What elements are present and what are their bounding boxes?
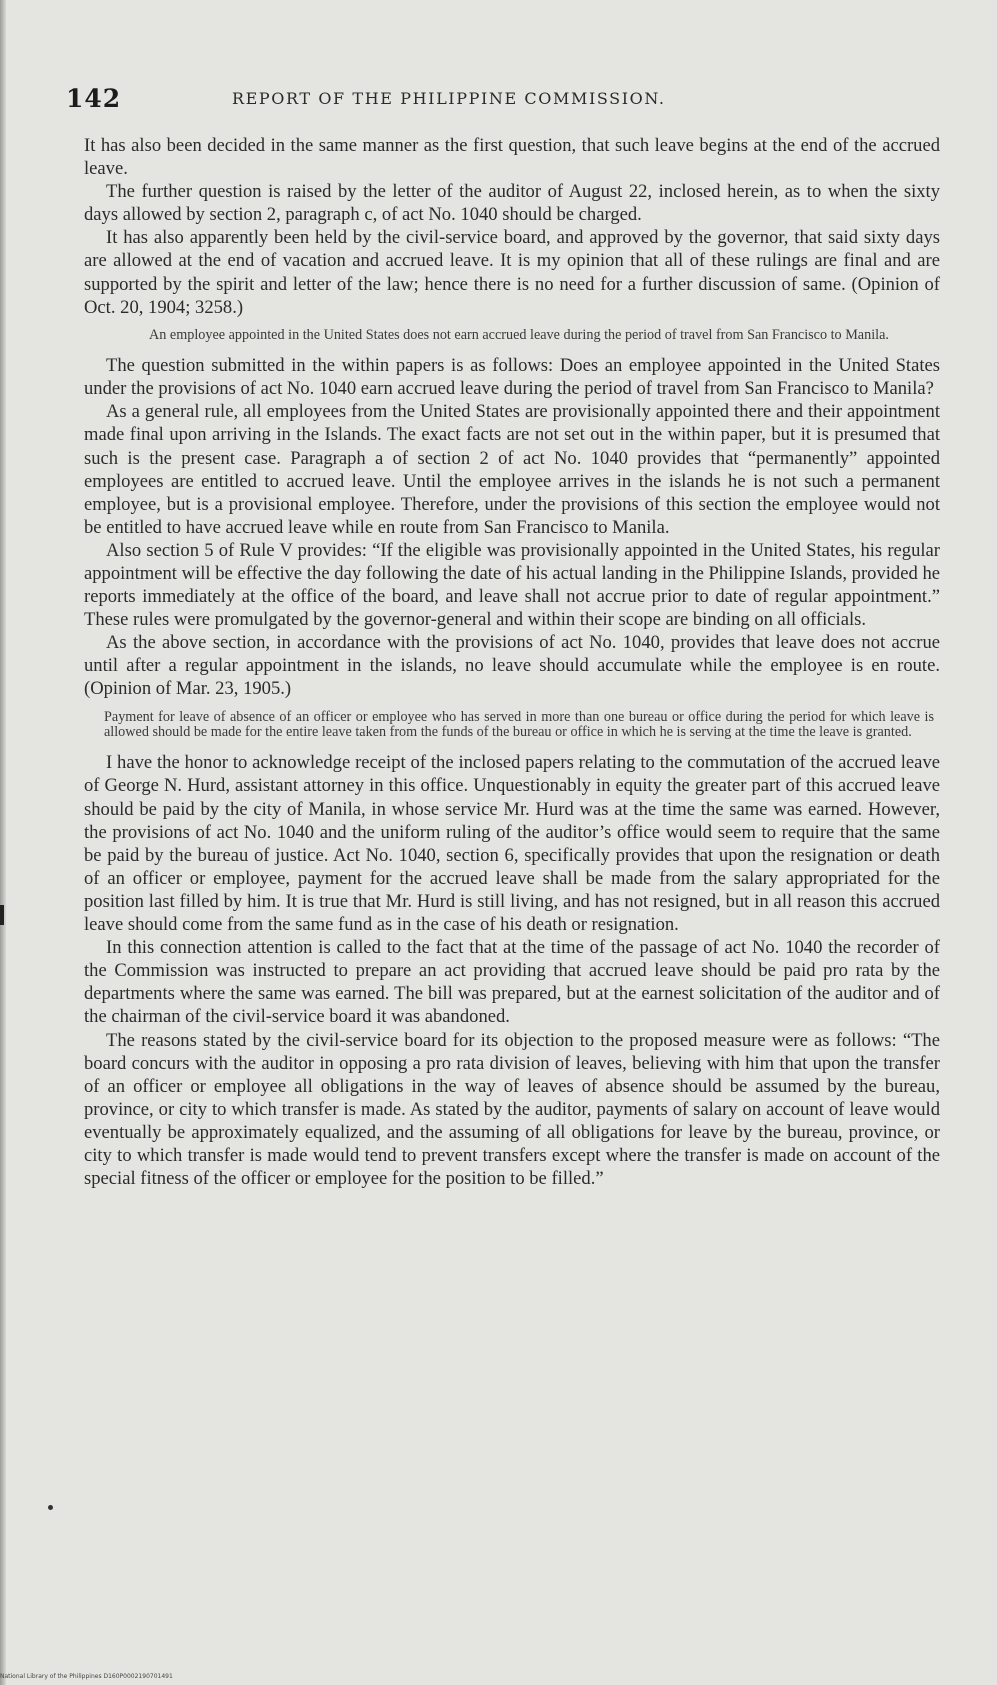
paragraph: It has also been decided in the same manner as the first question, that such leave begins at the end of the accrued leave.	[84, 135, 940, 180]
running-head: REPORT OF THE PHILIPPINE COMMISSION.	[232, 89, 666, 108]
paragraph: As a general rule, all employees from the United States are provisionally appointed there and their appointment made final upon arriving in the Islands. The exact facts are not set out in the within paper, but it is presumed that such is the present case. Paragraph a of section 2 of act No. 1040 provides that “permanently” appointed employees are entitled to accrued leave. Until the employee arrives in the islands he is not such a permanent employee, but is a provisional employee. Therefore, under the provisions of this section the employee would not be entitled to have accrued leave while en route from San Francisco to Manila.	[84, 401, 940, 538]
page-number: 142	[66, 84, 122, 113]
paragraph: In this connection attention is called to the fact that at the time of the passage of act No. 1040 the recorder of the Commission was instructed to prepare an act providing that accrued leave should be paid pro rata by the departments where the same was earned. The bill was prepared, but at the earnest solicitation of the auditor and of the chairman of the civil-service board it was abandoned.	[84, 937, 940, 1028]
section-rubric: Payment for leave of absence of an officer or employee who has served in more than one bureau or office during the period for which leave is allowed should be made for the entire leave taken from the funds of the bureau or office in which he is serving at the time the leave is granted.	[104, 708, 934, 740]
margin-mark	[0, 905, 4, 925]
paragraph: Also section 5 of Rule V provides: “If the eligible was provisionally appointed in the United States, his regular appointment will be effective the day following the date of his actual landing in the Philippine Islands, provided he reports immediately at the office of the board, and leave shall not accrue prior to date of regular appointment.” These rules were promulgated by the governor-general and within their scope are binding on all officials.	[84, 539, 940, 631]
scan-edge-shadow	[0, 0, 6, 1685]
paragraph: I have the honor to acknowledge receipt of the inclosed papers relating to the commutation of the accrued leave of George N. Hurd, assistant attorney in this office. Unquestionably in equity the greater part of this accrued leave should be paid by the city of Manila, in whose service Mr. Hurd was at the time the same was earned. However, the provisions of act No. 1040 and the uniform ruling of the auditor’s office would seem to require that the same be paid by the bureau of justice. Act No. 1040, section 6, specifically provides that upon the resignation or death of an officer or employee, payment for the accrued leave shall be made from the salary appropriated for the position last filled by him. It is true that Mr. Hurd is still living, and has not resigned, but in all reason this accrued leave should come from the same fund as in the case of his death or resignation.	[84, 752, 940, 936]
paragraph: The further question is raised by the letter of the auditor of August 22, inclosed herein, as to when the sixty days allowed by section 2, paragraph c, of act No. 1040 should be charged.	[84, 181, 940, 226]
paragraph: The reasons stated by the civil-service board for its objection to the proposed measure were as follows: “The board concurs with the auditor in opposing a pro rata division of leaves, believing with him that upon the transfer of an officer or employee all obligations in the way of leaves of absence should be assumed by the bureau, province, or city to which transfer is made. As stated by the auditor, payments of salary on account of leave would eventually be approximately equalized, and the assuming of all obligations for leave by the bureau, province, or city to which transfer is made would tend to prevent transfers except where the transfer is made on account of the special fitness of the officer or employee for the position to be filled.”	[84, 1029, 940, 1190]
page-body	[84, 134, 940, 1190]
paragraph: As the above section, in accordance with the provisions of act No. 1040, provides that leave does not accrue until after a regular appointment in the islands, no leave should accumulate while the employee is en route. (Opinion of Mar. 23, 1905.)	[84, 632, 940, 700]
section-rubric: An employee appointed in the United States does not earn accrued leave during the period of travel from San Francisco to Manila.	[149, 326, 889, 343]
library-footer: National Library of the Philippines D160P0002190701491	[0, 1673, 173, 1680]
paragraph: It has also apparently been held by the civil-service board, and approved by the governor, that said sixty days are allowed at the end of vacation and accrued leave. It is my opinion that all of these rulings are final and are supported by the spirit and letter of the law; hence there is no need for a further discussion of same. (Opinion of Oct. 20, 1904; 3258.)	[84, 227, 940, 318]
margin-dot	[48, 1505, 53, 1510]
page-header	[66, 84, 932, 124]
paragraph: The question submitted in the within papers is as follows: Does an employee appointed in the United States under the provisions of act No. 1040 earn accrued leave during the period of travel from San Francisco to Manila?	[84, 355, 940, 400]
